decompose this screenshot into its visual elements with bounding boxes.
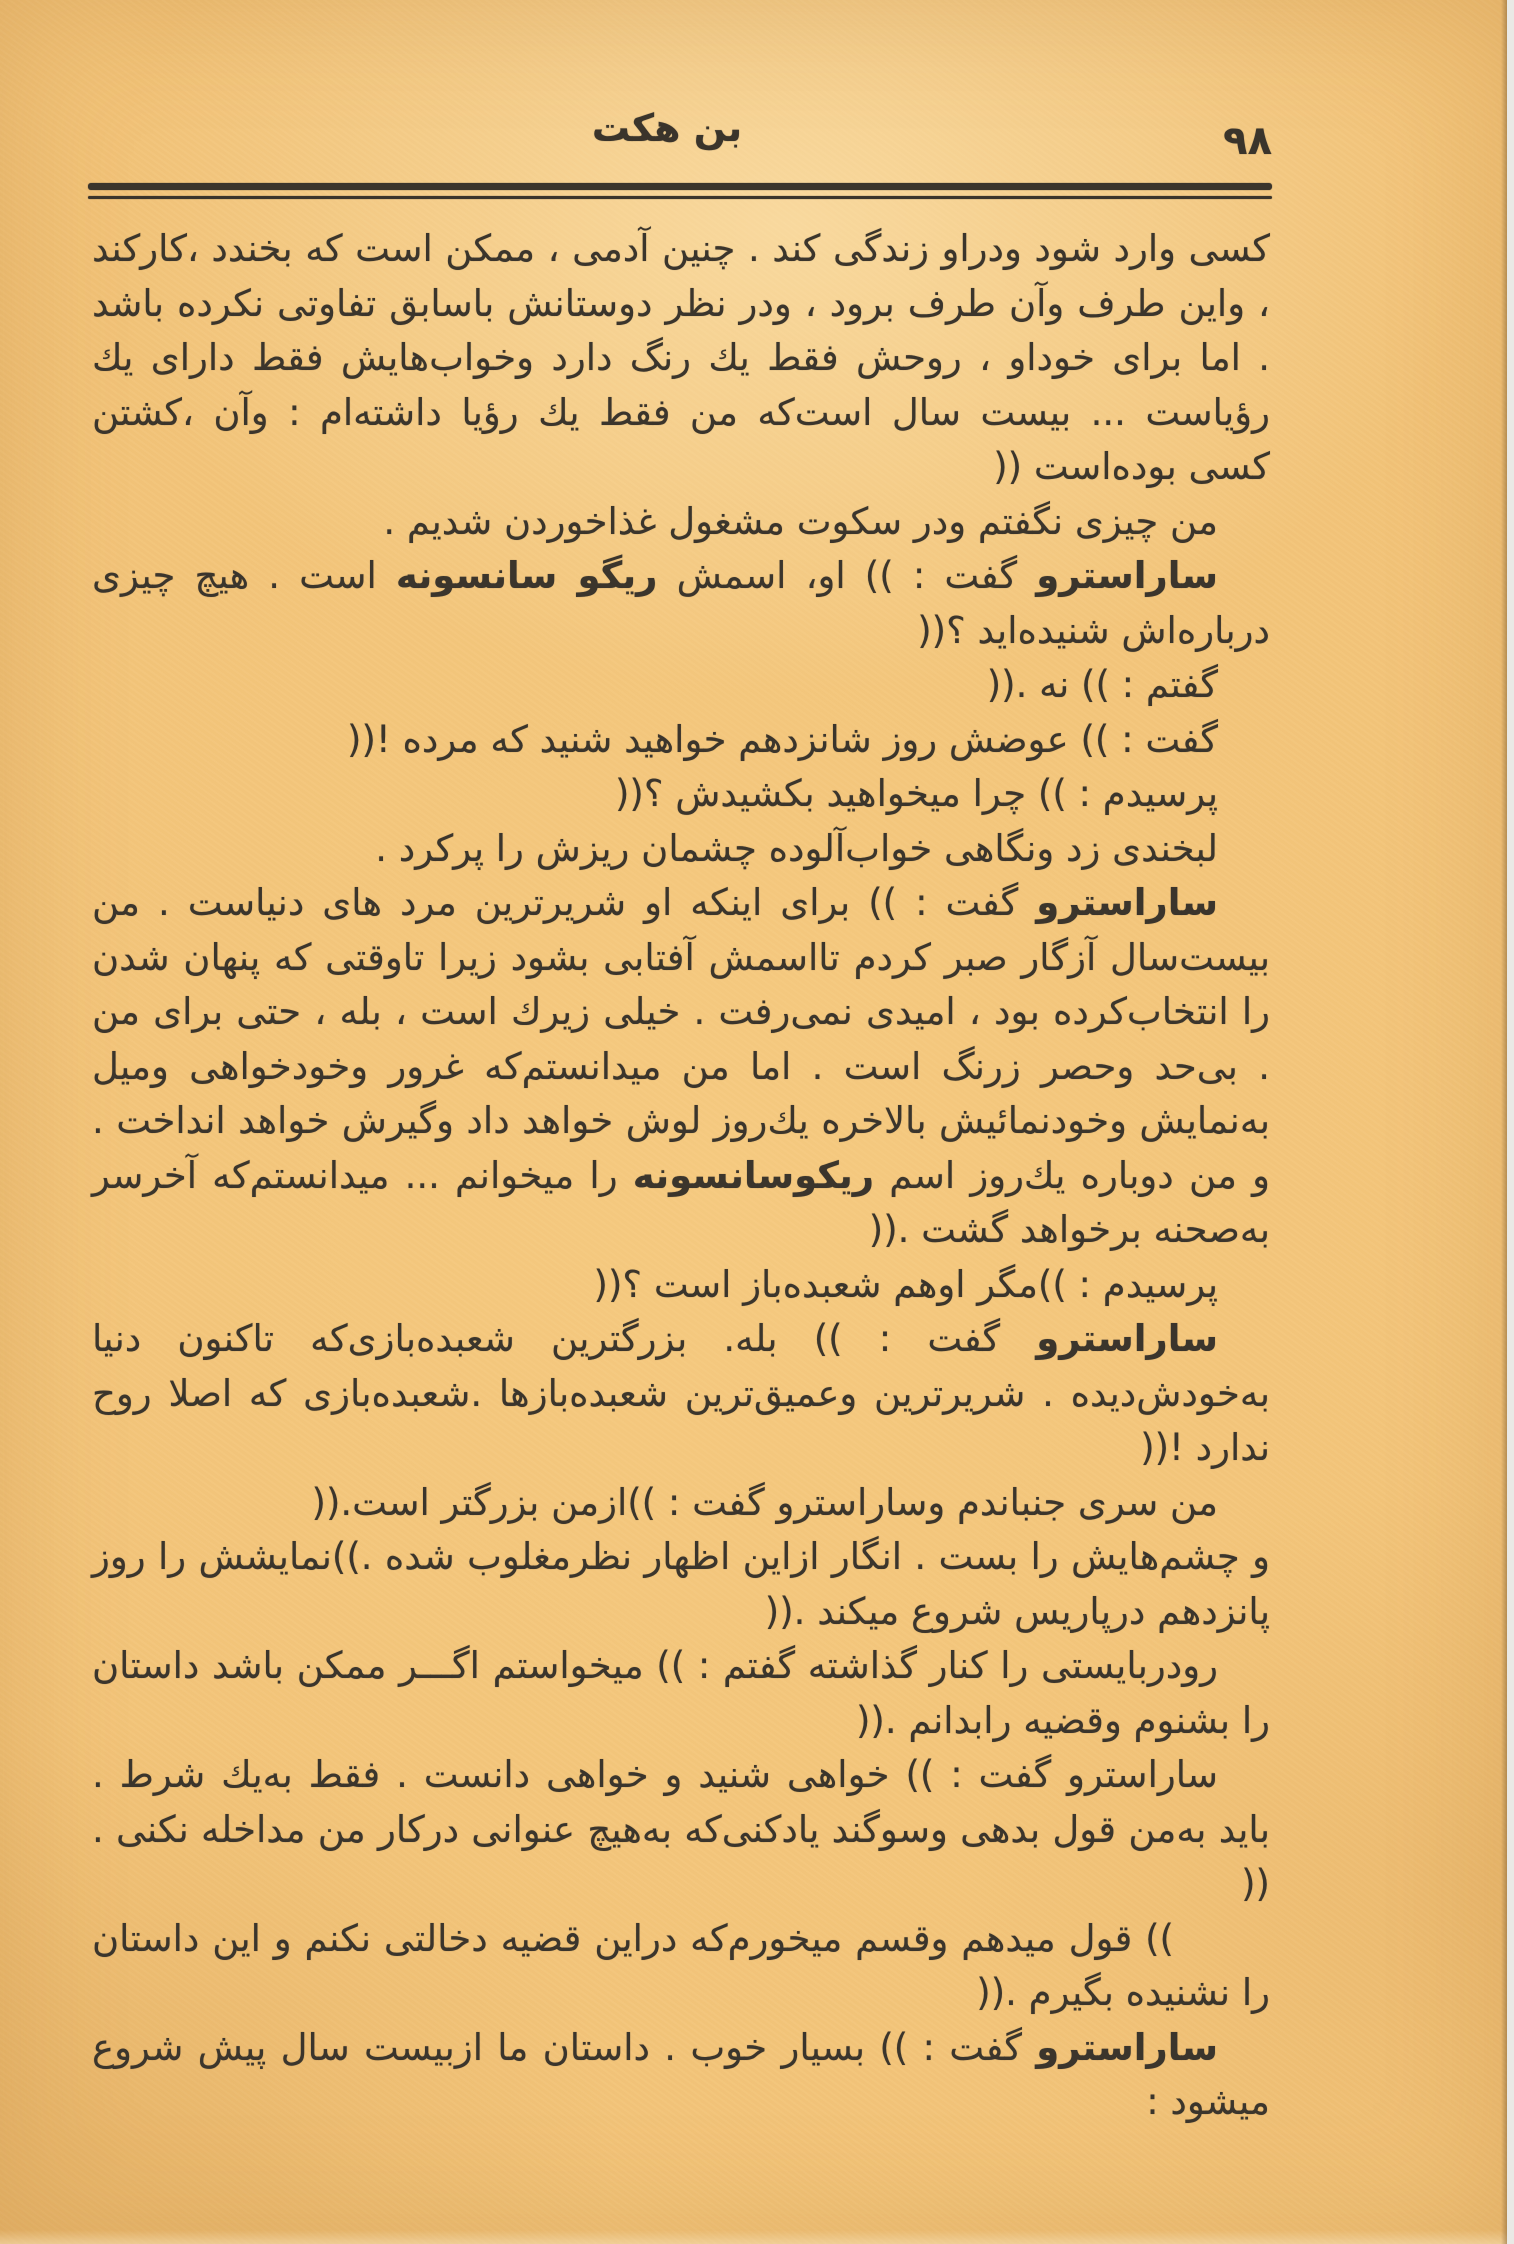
paragraph xyxy=(92,822,1270,877)
paragraph xyxy=(92,1748,1270,1912)
text-segment: گفت : )) او، اسمش xyxy=(657,554,1037,597)
body-text xyxy=(92,222,1270,2130)
paragraph xyxy=(92,713,1270,768)
text-segment: )) قول میدهم وقسم میخورم‌که دراین قضیه دخالتی نکنم و این داستان را نشنیده بگیرم .(( xyxy=(92,1916,1270,2014)
page-title: بن هکت xyxy=(591,106,743,150)
text-segment: گفت : )) برای اینکه او شریرترین مرد های دنیاست . من بیست‌سال آزگار صبر کردم تااسمش آفتابی بشود زیرا تاوقتی که پنهان شدن را انتخاب‌کرده بود ، امیدی نمی‌رفت . خیلی زیرك است ، بله ، حتی برای من . بی‌حد وحصر زرنگ است . اما من میدانستم‌که غرور وخودخواهی ومیل به‌نمایش وخودنمائیش بالاخره یك‌روز لوش خواهد داد وگیرش خواهد انداخت . و من دوباره یك‌روز اسم xyxy=(92,881,1270,1197)
text-segment: گفت : )) عوضش روز شانزدهم خواهید شنید که مرده !(( xyxy=(347,717,1218,761)
text-segment: ساراسترو گفت : )) خواهی شنید و خواهی دانست . فقط به‌یك شرط . باید به‌من قول بدهی وسوگند یادکنی‌که به‌هیچ عنوانی درکار من مداخله نکنی .(( xyxy=(92,1753,1270,1905)
text-segment: گفتم : )) نه .(( xyxy=(986,663,1218,706)
character-name-bold: ساراسترو xyxy=(1036,554,1219,597)
text-segment: من سری جنباندم وساراسترو گفت : ))ازمن بزرگتر است.(( xyxy=(311,1480,1218,1524)
text-segment: و چشم‌هایش را بست . انگار ازاین اظهار نظرمغلوب شده .))نمایشش را روز پانزدهم درپاریس شروع میکند .(( xyxy=(92,1535,1270,1633)
character-name-bold: ساراسترو xyxy=(1036,2025,1218,2069)
text-segment: است . هیچ چیزی درباره‌اش شنیده‌اید ؟(( xyxy=(92,554,1270,652)
paragraph xyxy=(92,2021,1270,2130)
header-rule-thin-line xyxy=(88,196,1272,199)
scan-edge-strip xyxy=(1507,0,1514,2244)
paragraph xyxy=(92,767,1270,822)
paragraph xyxy=(92,876,1270,1258)
text-segment: من چیزی نگفتم ودر سکوت مشغول غذاخوردن شدیم . xyxy=(383,499,1218,543)
page-number: ۹۸ xyxy=(1223,118,1272,164)
text-segment: گفت : )) بسیار خوب . داستان ما ازبیست سال پیش شروع میشود : xyxy=(92,2025,1270,2123)
paragraph xyxy=(92,1312,1270,1476)
paragraph xyxy=(92,1639,1270,1748)
scan-bottom-edge xyxy=(0,2230,1514,2244)
character-name-bold: ساراسترو xyxy=(1036,881,1218,924)
page-header xyxy=(92,106,1270,150)
text-segment: پرسیدم : ))مگر اوهم شعبده‌باز است ؟(( xyxy=(593,1262,1218,1306)
paragraph xyxy=(92,1476,1270,1531)
text-segment: گفت : )) بله. بزرگترین شعبده‌بازی‌که تاکنون دنیا به‌خودش‌دیده . شریرترین وعمیق‌ترین شعبده‌بازها .شعبده‌بازی که اصلا روح ندارد !(( xyxy=(92,1317,1270,1469)
paragraph xyxy=(92,495,1270,550)
text-segment: رودربایستی را کنار گذاشته گفتم : )) میخواستم اگـــر ممکن باشد داستان را بشنوم وقضیه رابدانم .(( xyxy=(92,1644,1270,1742)
header-rule-thick-line xyxy=(88,183,1272,190)
text-segment: پرسیدم : )) چرا میخواهید بکشیدش ؟(( xyxy=(614,772,1218,815)
text-segment: کسی وارد شود ودراو زندگی کند . چنین آدمی ، ممکن است که بخندد ،کارکند ، واین طرف وآن طرف برود ، ودر نظر دوستانش باسابق تفاوتی نکرده باشد . اما برای خوداو ، روحش فقط یك رنگ دارد وخواب‌هایش فقط دارای یك رؤیاست ... بیست سال است‌که من فقط یك رؤیا داشته‌ام : وآن ،کشتن کسی بوده‌است (( xyxy=(92,227,1270,488)
paragraph xyxy=(92,1530,1270,1639)
paragraph xyxy=(92,658,1270,713)
paragraph xyxy=(92,1258,1270,1313)
paragraph xyxy=(92,1912,1270,2021)
paragraph xyxy=(92,222,1270,495)
text-segment: لبخندی زد ونگاهی خواب‌آلوده چشمان ریزش را پرکرد . xyxy=(375,826,1218,870)
character-name-bold: ریکوسانسونه xyxy=(632,1153,875,1197)
text-segment: را میخوانم ... میدانستم‌که آخرسر به‌صحنه برخواهد گشت .(( xyxy=(92,1153,1270,1251)
character-name-bold: ساراسترو xyxy=(1036,1317,1218,1360)
character-name-bold: ریگو سانسونه xyxy=(395,554,658,597)
paragraph xyxy=(92,549,1270,658)
header-rule xyxy=(88,183,1272,199)
